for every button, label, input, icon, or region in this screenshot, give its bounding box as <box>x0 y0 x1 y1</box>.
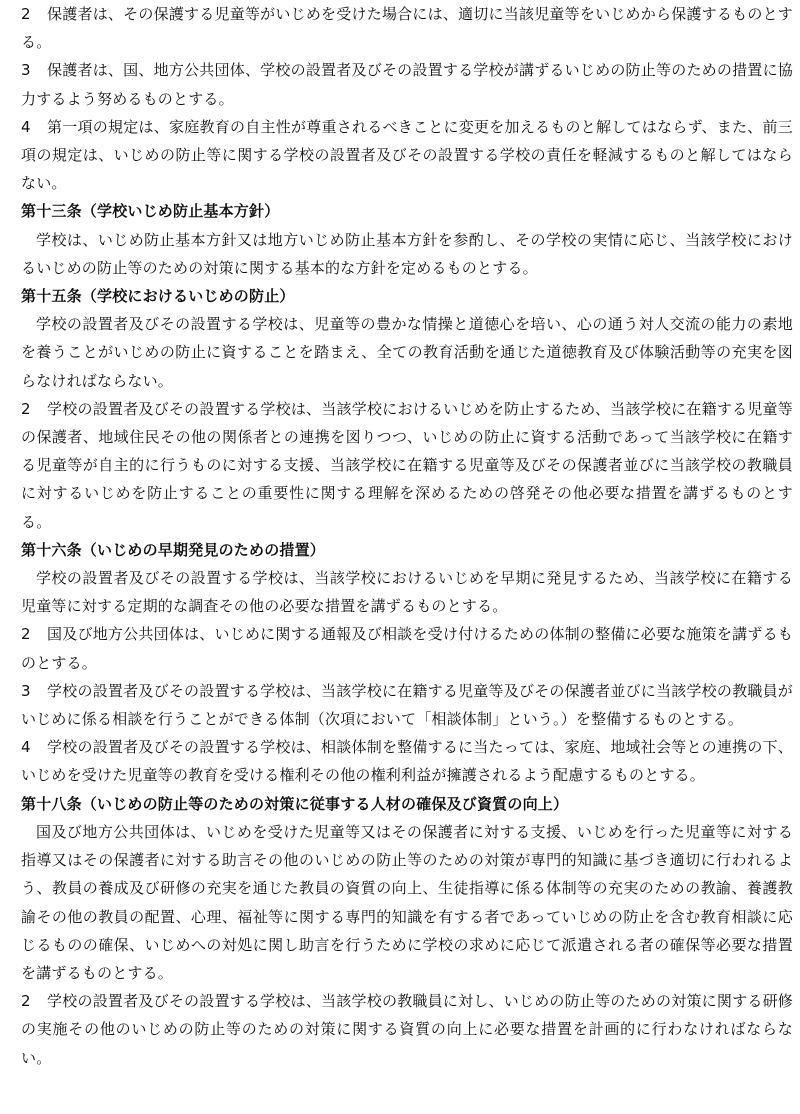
article-13-paragraph-1: 学校は、いじめ防止基本方針又は地方いじめ防止基本方針を参酌し、その学校の実情に応じ、当該学校におけるいじめの防止等のための対策に関する基本的な方針を定めるものとする。 <box>21 230 793 277</box>
paragraph-number: 2 <box>21 399 31 418</box>
article-15-paragraph-1: 学校の設置者及びその設置する学校は、児童等の豊かな情操と道徳心を培い、心の通う対人交流の能力の素地を養うことがいじめの防止に資することを踏まえ、全ての教育活動を通じた道徳教育及び体験活動等の充実を図らなければならない。 <box>21 315 793 390</box>
article-16-paragraph-3 <box>21 677 793 733</box>
article-13-heading: 第十三条（学校いじめ防止基本方針） <box>21 202 280 221</box>
paragraph-number: 2 <box>21 625 31 644</box>
paragraph-number: 4 <box>21 117 31 136</box>
article-16-paragraph-1: 学校の設置者及びその設置する学校は、当該学校におけるいじめを早期に発見するため、当該学校に在籍する児童等に対する定期的な調査その他の必要な措置を講ずるものとする。 <box>21 569 793 616</box>
article-12-paragraph-4 <box>21 113 793 198</box>
paragraph-text: 国及び地方公共団体は、いじめに関する通報及び相談を受け付けるための体制の整備に必要な施策を講ずるものとする。 <box>21 625 793 672</box>
article-18-paragraph-2 <box>21 987 793 1072</box>
article-12-paragraph-2 <box>21 0 793 56</box>
paragraph-number: 3 <box>21 61 31 80</box>
paragraph-number: 2 <box>21 992 31 1011</box>
paragraph-text: 第一項の規定は、家庭教育の自主性が尊重されるべきことに変更を加えるものと解してはならず、また、前三項の規定は、いじめの防止等に関する学校の設置者及びその設置する学校の責任を軽減するものと解してはならない。 <box>21 117 793 193</box>
paragraph-number: 3 <box>21 681 31 700</box>
paragraph-text: 学校の設置者及びその設置する学校は、相談体制を整備するに当たっては、家庭、地域社会等との連携の下、いじめを受けた児童等の教育を受ける権利その他の権利利益が擁護されるよう配慮するものとする。 <box>21 738 793 785</box>
paragraph-number: 4 <box>21 738 31 757</box>
article-16-paragraph-2 <box>21 620 793 676</box>
paragraph-number: 2 <box>21 5 31 23</box>
article-15-paragraph-2 <box>21 395 793 536</box>
paragraph-text: 学校の設置者及びその設置する学校は、当該学校の教職員に対し、いじめの防止等のための対策に関する研修の実施その他のいじめの防止等のための対策に関する資質の向上に必要な措置を計画的に行わなければならない。 <box>21 992 793 1067</box>
article-15-heading: 第十五条（学校におけるいじめの防止） <box>21 287 295 306</box>
article-12-paragraph-3 <box>21 56 793 112</box>
article-16-heading: 第十六条（いじめの早期発見のための措置） <box>21 540 326 559</box>
paragraph-text: 学校の設置者及びその設置する学校は、当該学校におけるいじめを防止するため、当該学校に在籍する児童等の保護者、地域住民その他の関係者との連携を図りつつ、いじめの防止に資する活動であって当該学校に在籍する児童等が自主的に行うものに対する支援、当該学校に在籍する児童等及びその保護者並びに当該学校の教職員に対するいじめを防止することの重要性に関する理解を深めるための啓発その他必要な措置を講ずるものとする。 <box>21 399 793 531</box>
paragraph-text: 学校の設置者及びその設置する学校は、当該学校に在籍する児童等及びその保護者並びに当該学校の教職員がいじめに係る相談を行うことができる体制（次項において「相談体制」という。）を整備するものとする。 <box>21 681 793 729</box>
document-body <box>21 0 793 1072</box>
paragraph-text: 保護者は、その保護する児童等がいじめを受けた場合には、適切に当該児童等をいじめから保護するものとする。 <box>21 5 793 52</box>
article-16-paragraph-4 <box>21 733 793 789</box>
article-18-paragraph-1: 国及び地方公共団体は、いじめを受けた児童等又はその保護者に対する支援、いじめを行った児童等に対する指導又はその保護者に対する助言その他のいじめの防止等のための対策が専門的知識に基づき適切に行われるよう、教員の養成及び研修の充実を通じた教員の資質の向上、生徒指導に係る体制等の充実のための教諭、養護教諭その他の教員の配置、心理、福祉等に関する専門的知識を有する者であっていじめの防止を含む教育相談に応じるものの確保、いじめへの対処に関し助言を行うために学校の求めに応じて派遣される者の確保等必要な措置を講ずるものとする。 <box>21 822 793 982</box>
paragraph-text: 保護者は、国、地方公共団体、学校の設置者及びその設置する学校が講ずるいじめの防止等のための措置に協力するよう努めるものとする。 <box>21 61 793 108</box>
article-18-heading: 第十八条（いじめの防止等のための対策に従事する人材の確保及び資質の向上） <box>21 794 569 813</box>
